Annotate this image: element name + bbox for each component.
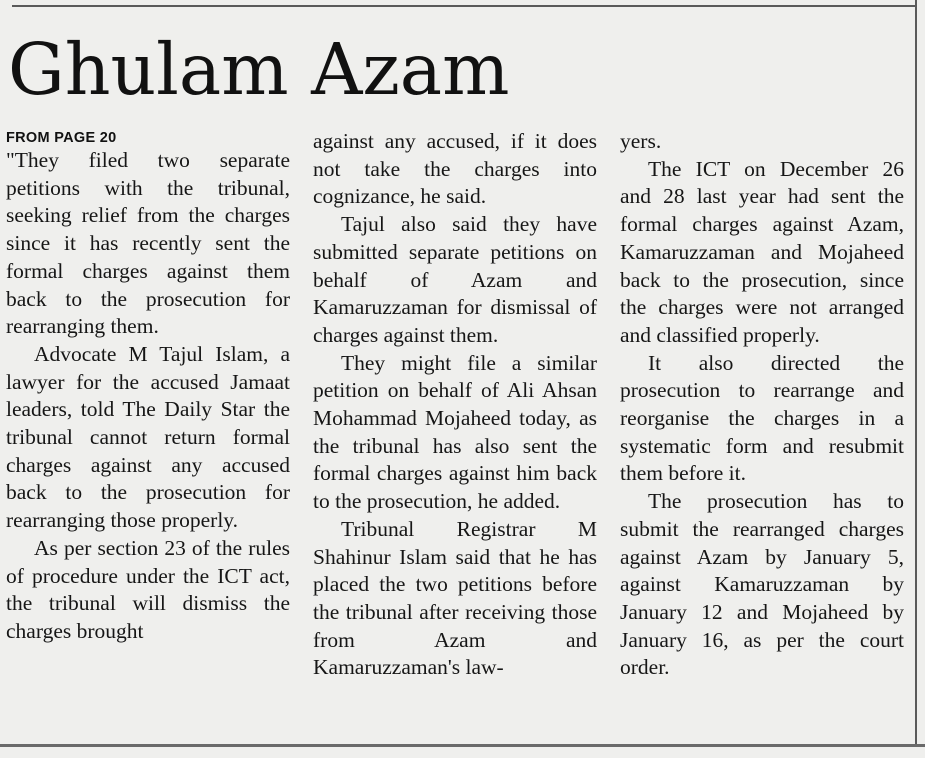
- column-2: [313, 128, 597, 682]
- paragraph: "They filed two separate petitions with the tribunal, seeking relief from the charges since it has recently sent the formal charges against them back to the prosecution for rearranging them.: [6, 148, 290, 339]
- paragraph: The prosecution has to submit the rearranged charges against Azam by January 5, against Kamaruzzaman by January 12 and Mojaheed by January 16, as per the court order.: [620, 489, 904, 680]
- paragraph: The ICT on December 26 and 28 last year had sent the formal charges against Azam, Kamaruzzaman and Mojaheed back to the prosecution, since the charges were not arranged and classified properly.: [620, 156, 904, 347]
- paragraph: Advocate M Tajul Islam, a lawyer for the accused Jamaat leaders, told The Daily Star the tribunal cannot return formal charges against any accused back to the prosecution for rearranging those properly.: [6, 341, 290, 533]
- right-rule: [915, 0, 917, 745]
- paragraph: against any accused, if it does not take the charges into cognizance, he said.: [313, 129, 597, 209]
- column-1: [6, 130, 290, 646]
- paragraph: It also directed the prosecution to rearrange and reorganise the charges in a systematic form and resubmit them before it.: [620, 350, 904, 486]
- paragraph: yers.: [620, 129, 662, 153]
- top-rule: [12, 5, 916, 7]
- bottom-rule: [0, 744, 925, 747]
- column-3: [620, 128, 904, 682]
- headline: Ghulam Azam: [8, 28, 510, 111]
- kicker: FROM PAGE 20: [6, 130, 117, 146]
- paragraph: Tajul also said they have submitted separate petitions on behalf of Azam and Kamaruzzaman for dismissal of charges against them.: [313, 212, 597, 347]
- paragraph: Tribunal Registrar M Shahinur Islam said that he has placed the two petitions before the tribunal after receiving those from Azam and Kamaruzzaman's law-: [313, 516, 597, 680]
- paragraph: As per section 23 of the rules of procedure under the ICT act, the tribunal will dismiss the charges brought: [6, 535, 290, 643]
- paragraph: They might file a similar petition on behalf of Ali Ahsan Mohammad Mojaheed today, as the tribunal has also sent the formal charges against him back to the prosecution, he added.: [313, 350, 597, 514]
